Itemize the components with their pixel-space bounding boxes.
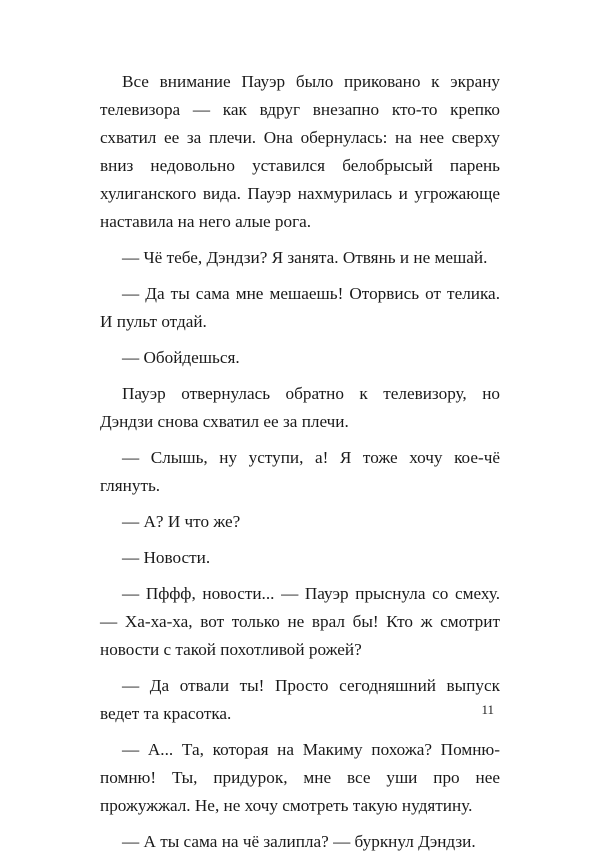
paragraph: — Чё тебе, Дэндзи? Я занята. Отвянь и не мешай.: [122, 248, 488, 267]
paragraph: — Новости.: [122, 548, 211, 567]
paragraph: — Да отвали ты! Просто сегодняшний выпуск ведет та красотка.: [100, 676, 500, 723]
paragraph: Все внимание Пауэр было приковано к экрану телевизора — как вдруг внезапно кто-то крепко схватил ее за плечи. Она обернулась: на нее сверху вниз недовольно уставился белобрысый парень хулиганского вида. Пауэр нахмурилась и угрожающе наставила на него алые рога.: [100, 72, 500, 231]
page-number: 11: [481, 702, 494, 717]
paragraph: Пауэр отвернулась обратно к телевизору, но Дэндзи снова схватил ее за плечи.: [100, 384, 500, 431]
paragraph: — Обойдешься.: [122, 348, 240, 367]
paragraph: — Да ты сама мне мешаешь! Оторвись от телика. И пульт отдай.: [100, 284, 500, 331]
paragraph: — А... Та, которая на Макиму похожа? Помню-помню! Ты, придурок, мне все уши про нее прожужжал. Не, не хочу смотреть такую нудятину.: [100, 740, 500, 815]
page-body-text: [100, 68, 500, 864]
paragraph: — Пффф, новости... — Пауэр прыснула со смеху. — Ха-ха-ха, вот только не врал бы! Кто ж смотрит новости с такой похотливой рожей?: [100, 584, 500, 659]
paragraph: — А ты сама на чё залипла? — буркнул Дэндзи.: [122, 832, 476, 851]
paragraph: — Слышь, ну уступи, а! Я тоже хочу кое-чё глянуть.: [100, 448, 500, 495]
paragraph: — А? И что же?: [122, 512, 241, 531]
